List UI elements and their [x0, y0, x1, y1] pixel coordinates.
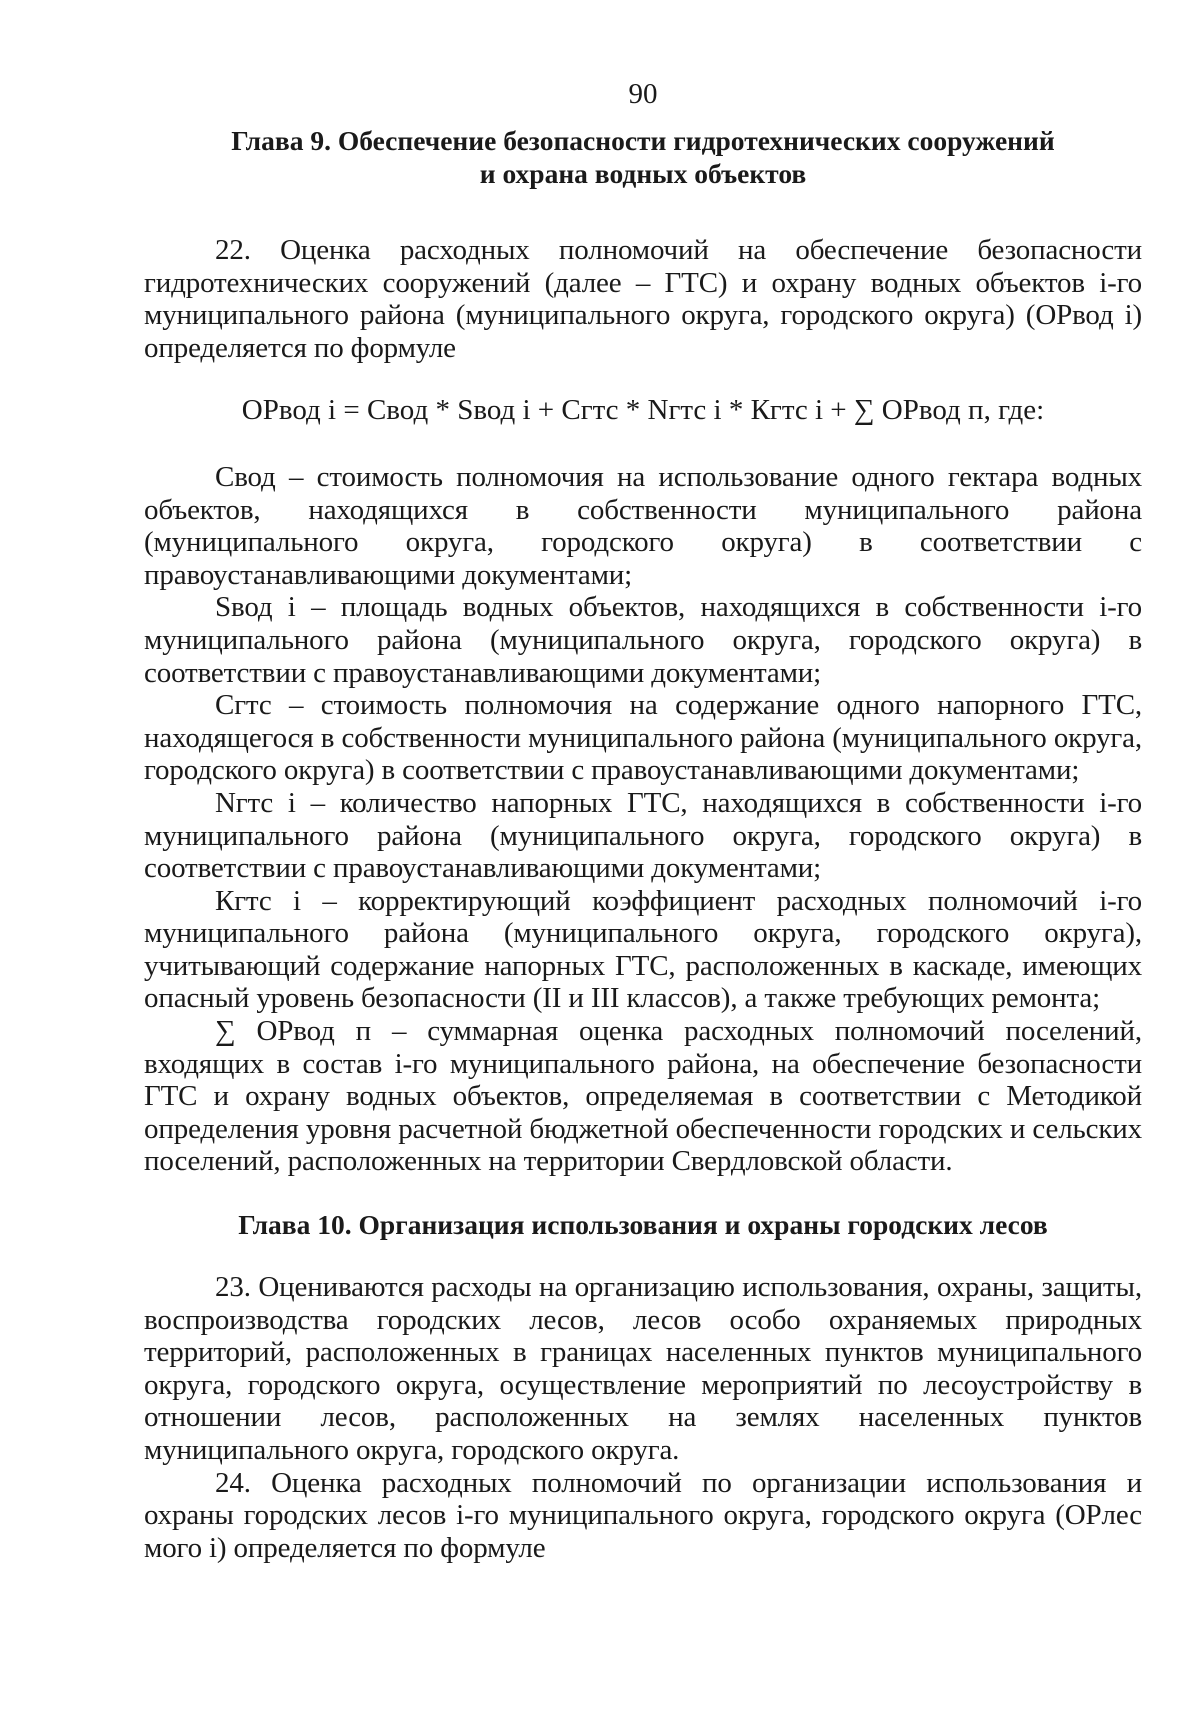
chapter-9-title-line-2: и охрана водных объектов [479, 158, 807, 189]
definition-ngts-i: Nгтс i – количество напорных ГТС, находящихся в собственности i-го муниципального района (муниципального округа, городского округа) в соответствии с правоустанавливающими документами; [144, 786, 1142, 885]
paragraph-22: 22. Оценка расходных полномочий на обеспечение безопасности гидротехнических сооружений (далее – ГТС) и охрану водных объектов i-го муниципального района (муниципального округа, городского округа) (ОРвод i) определяется по формуле [144, 234, 1142, 364]
paragraph-23: 23. Оцениваются расходы на организацию использования, охраны, защиты, воспроизводства городских лесов, лесов особо охраняемых природных территорий, расположенных в границах населенных пунктов муниципального округа, городского округа, осуществление мероприятий по лесоустройству в отношении лесов, расположенных на землях населенных пунктов муниципального округа, городского округа. [144, 1271, 1142, 1466]
chapter-9-title-line-1: Глава 9. Обеспечение безопасности гидротехнических сооружений [231, 125, 1055, 156]
definition-sgts: Сгтс – стоимость полномочия на содержание одного напорного ГТС, находящегося в собственности муниципального района (муниципального округа, городского округа) в соответствии с правоустанавливающими документами; [144, 689, 1142, 787]
chapter-10-title: Глава 10. Организация использования и охраны городских лесов [238, 1209, 1048, 1241]
chapter-9-title [144, 124, 1142, 190]
page-content [144, 78, 1142, 1564]
page-number: 90 [628, 78, 658, 110]
formula-orvod: ОРвод i = Свод * Sвод i + Сгтс * Nгтс i * Кгтс i + ∑ ОРвод п, где: [241, 394, 1045, 427]
definition-kgts-i: Кгтс i – корректирующий коэффициент расходных полномочий i-го муниципального района (муниципального округа, городского округа), учитывающий содержание напорных ГТС, расположенных в каскаде, имеющих опасный уровень безопасности (II и III классов), а также требующих ремонта; [144, 884, 1142, 1015]
definition-sum-orvod-p: ∑ ОРвод п – суммарная оценка расходных полномочий поселений, входящих в состав i-го муниципального района, на обеспечение безопасности ГТС и охрану водных объектов, определяемая в соответствии с Методикой определения уровня расчетной бюджетной обеспеченности городских и сельских поселений, расположенных на территории Свердловской области. [144, 1015, 1142, 1178]
definition-svod-i: Sвод i – площадь водных объектов, находящихся в собственности i-го муниципального района (муниципального округа, городского округа) в соответствии с правоустанавливающими документами; [144, 591, 1142, 689]
definition-svod: Свод – стоимость полномочия на использование одного гектара водных объектов, находящихся в собственности муниципального района (муниципального округа, городского округа) в соответствии с правоустанавливающими документами; [144, 460, 1142, 591]
paragraph-24: 24. Оценка расходных полномочий по организации использования и охраны городских лесов i-го муниципального округа, городского округа (ОРлес мого i) определяется по формуле [144, 1466, 1142, 1564]
